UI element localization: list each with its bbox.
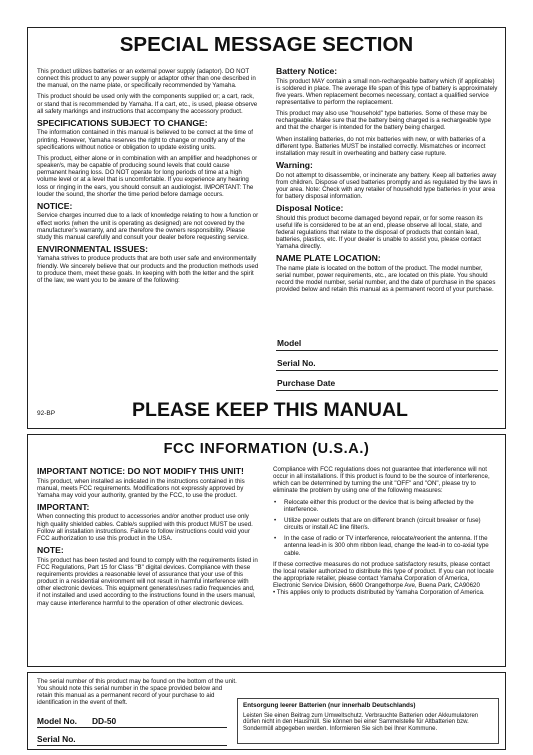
fcc-important-notice-heading: IMPORTANT NOTICE: DO NOT MODIFY THIS UNIT! (37, 466, 244, 476)
warning-text: Do not attempt to disassemble, or incinerate any battery. Keep all batteries away from children. Dispose of used batteries promptly and as regulated by the laws in your area. Note: Check with any retailer of household type batteries in your area for battery disposal information. (276, 171, 498, 201)
fcc-title: FCC INFORMATION (U.S.A.) (163, 441, 370, 457)
bullet-icon: • (274, 535, 277, 543)
german-battery-text-block (243, 702, 495, 733)
fcc-important-heading: IMPORTANT: (37, 501, 90, 512)
notice-text: Service charges incurred due to a lack of knowledge relating to how a function or effect works (when the unit is operating as designed) are not covered by the manufacturer's warranty, and are therefore the owners responsibility. Please study this manual carefully and consult your dealer before requesting service. (37, 212, 259, 241)
bullet-icon: • (274, 516, 277, 524)
environmental-text: Yamaha strives to produce products that are both user safe and environmentally friendly. We sincerely believe that our products and the production methods used to produce them, meet these goals. In keeping with both the letter and the spirit of the law, we want you to be aware of the following: (37, 255, 259, 284)
serial-label: Serial No. (277, 358, 316, 368)
model-field-line (276, 350, 498, 351)
serial-no-line (37, 745, 227, 746)
fcc-note-text: This product has been tested and found to comply with the requirements listed in FCC Regulations, Part 15 for Class "B" digital devices. Compliance with these requirements provides a reasonable level of assurance that your use of this product in a residential environment will not result in harmful interference with other electronic devices. This equipment generates/uses radio frequencies and, if not installed and used according to the instructions found in the users manual, may cause interference harmful to the operation of other electronic devices. (37, 556, 258, 607)
name-plate-heading: NAME PLATE LOCATION: (276, 253, 381, 264)
specifications-text: The information contained in this manual is believed to be correct at the time of printing. However, Yamaha reserves the right to change or modify any of the specifications without notice or obligation to update existing units. (37, 129, 253, 151)
purchase-date-label: Purchase Date (277, 378, 336, 388)
hearing-loss-paragraph: This product, either alone or in combination with an amplifier and headphones or speaker/s, may be capable of producing sound levels that could cause permanent hearing loss. DO NOT operate for long periods of time at a high volume level or at a level that is uncomfortable. If you experience any hearing loss or ringing in the ears, you should consult an audiologist. IMPORTANT: The louder the sound, the shorter the time period before damage occurs. (37, 154, 258, 198)
list-item-text: Utilize power outlets that are on different branch (circuit breaker or fuse) circuits or install AC line filter/s. (284, 516, 481, 532)
fcc-important-notice-text: This product, when installed as indicated in the instructions contained in this manual, meets FCC requirements. Modifications not expressly approved by Yamaha may void your authority, granted by the FCC, to use the product. (37, 477, 245, 499)
german-battery-text: Leisten Sie einen Beitrag zum Umweltschutz. Verbrauchte Batterien oder Akkumulatoren dürfen nicht in den Hausmüll. Sie können bei einer Sammelstelle für Altbatterien bzw. Sondermüll abgegeben werden. Informieren Sie sich bei Ihrer Kommune. (243, 712, 479, 733)
fcc-measures-list (273, 499, 498, 557)
purchase-date-field-line (276, 390, 498, 391)
name-plate-text: The name plate is located on the bottom of the product. The model number, serial number, power requirements, etc., are located on this plate. You should record the model number, serial number, and the date of purchase in the spaces provided below and retain this manual as a permanent record of your purchase. (276, 264, 496, 294)
special-right-column (276, 66, 498, 298)
serial-record-text-block (37, 678, 237, 711)
model-label: Model (277, 338, 302, 348)
serial-record-text: The serial number of this product may be found on the bottom of the unit. You should note this serial number in the space provided below and retain this manual as a permanent record of your purchase to aid identification in the event of theft. (37, 678, 237, 707)
special-left-column (37, 68, 259, 288)
disposal-heading: Disposal Notice: (276, 203, 344, 214)
list-item (273, 517, 498, 531)
list-item-text: In the case of radio or TV interference, relocate/reorient the antenna. If the antenna lead-in is 300 ohm ribbon lead, change the lead-in to co-axial type cable. (284, 535, 489, 557)
document-code: 92-BP (37, 410, 56, 417)
fcc-note-heading: NOTE: (37, 545, 64, 556)
warning-heading: Warning: (276, 160, 313, 171)
fcc-important-text: When connecting this product to accessories and/or another product use only high quality shielded cables. Cable/s supplied with this product MUST be used. Follow all installation instructions. Failure to follow instructions could void your FCC authorization to use this product in the USA. (37, 513, 253, 542)
fcc-compliance-outro: If these corrective measures do not produce satisfactory results, please contact the local retailer authorized to distribute this type of product. If you can not locate the appropriate retailer, please contact Yamaha Corporation of America, Electronic Service Division, 6600 Orangethorpe Ave, Buena Park, CA90620 (273, 560, 494, 590)
model-no-line (37, 727, 227, 728)
german-battery-heading: Entsorgung leerer Batterien (nur innerhalb Deutschlands) (243, 702, 416, 709)
components-paragraph: This product should be used only with the components supplied or; a cart, rack, or stand that is recommended by Yamaha. If a cart, etc., is used, please observe all safety markings and instructions that accompany the accessory product. (37, 93, 258, 115)
disposal-text: Should this product become damaged beyond repair, or for some reason its useful life is considered to be at an end, please observe all local, state, and federal regulations that relate to the disposal of products that contain lead, batteries, plastics, etc. If your dealer is unable to assist you, please contact Yamaha directly. (276, 214, 483, 251)
notice-heading: NOTICE: (37, 200, 73, 211)
keep-manual-title: PLEASE KEEP THIS MANUAL (132, 399, 408, 421)
battery-notice-heading: Battery Notice: (276, 66, 338, 76)
serial-field-line (276, 370, 498, 371)
fcc-distribution-note: • This applies only to products distributed by Yamaha Corporation of America. (273, 589, 485, 597)
model-no-value: DD-50 (92, 716, 117, 726)
list-item (273, 535, 498, 556)
battery-notice-text-2: This product may also use "household" type batteries. Some of these may be rechargeable. Make sure that the battery being charged is a rechargeable type and that the charger is intended for the battery being charged. (276, 110, 491, 132)
special-message-title: SPECIAL MESSAGE SECTION (119, 33, 414, 56)
fcc-compliance-intro: Compliance with FCC regulations does not guarantee that interference will not occur in all installations. If this product is found to be the source of interference, which can be determined by turning the unit "OFF" and "ON", please try to eliminate the problem by using one of the following measures: (273, 466, 490, 495)
environmental-heading: ENVIRONMENTAL ISSUES: (37, 243, 148, 254)
list-item (273, 499, 498, 513)
power-supply-paragraph: This product utilizes batteries or an external power supply (adaptor). DO NOT connect this product to any power supply or adaptor other than one described in the manual, on the name plate, or specifically recommended by Yamaha. (37, 68, 256, 90)
model-no-label: Model No. (37, 716, 78, 726)
serial-no-label: Serial No. (37, 734, 76, 744)
battery-notice-text-1: This product MAY contain a small non-rechargeable battery which (if applicable) is soldered in place. The average life span of this type of battery is approximately five years. When replacement becomes necessary, contact a qualified service representative to perform the replacement. (276, 77, 498, 106)
bullet-icon: • (274, 498, 277, 506)
list-item-text: Relocate either this product or the device that is being affected by the interference. (284, 498, 474, 513)
fcc-left-column (37, 466, 259, 611)
fcc-right-column (273, 466, 498, 601)
specifications-heading: SPECIFICATIONS SUBJECT TO CHANGE: (37, 117, 208, 128)
battery-notice-text-3: When installing batteries, do not mix batteries with new, or with batteries of a different type. Batteries MUST be installed correctly. Mismatches or incorrect installation may result in overheating and battery case rupture. (276, 135, 486, 157)
